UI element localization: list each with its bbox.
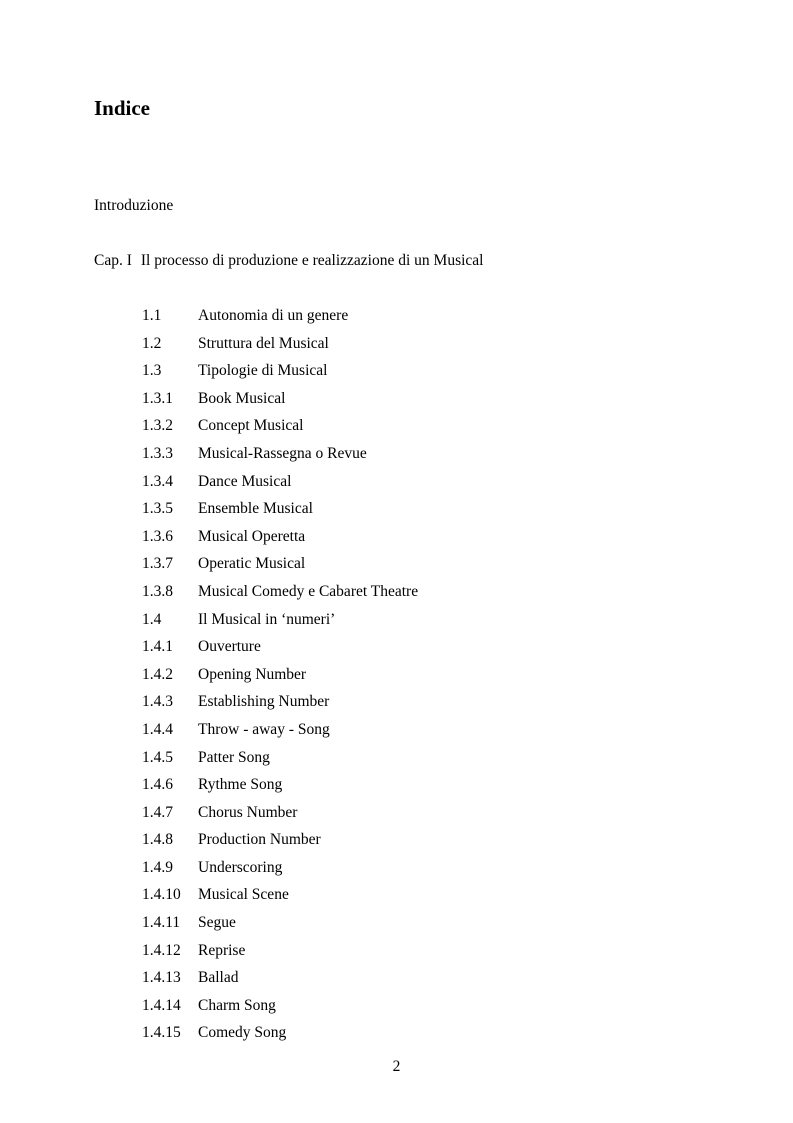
- toc-entry-number: 1.3: [142, 362, 162, 380]
- toc-entry: [142, 829, 418, 857]
- toc-entry-number: 1.3.7: [142, 555, 173, 573]
- toc-entry: [142, 443, 418, 471]
- toc-chapter-heading: [94, 251, 484, 271]
- toc-entry-number: 1.3.1: [142, 389, 173, 407]
- toc-entry: [142, 636, 418, 664]
- toc-entry-number: 1.4.1: [142, 638, 173, 656]
- toc-entry-number: 1.3.3: [142, 444, 173, 462]
- toc-entry-title: Chorus Number: [198, 803, 298, 821]
- toc-entry-number: 1.4.5: [142, 748, 173, 766]
- toc-entry-title: Dance Musical: [198, 472, 292, 490]
- toc-entry: [142, 857, 418, 885]
- toc-entry-title: Autonomia di un genere: [198, 307, 349, 324]
- toc-entry-number: 1.4.9: [142, 858, 173, 876]
- toc-entry-number: 1.4.10: [142, 886, 181, 904]
- toc-entry-number: 1.1: [142, 307, 162, 324]
- chapter-label: Cap. I: [94, 252, 132, 269]
- toc-entry-number: 1.3.4: [142, 472, 173, 490]
- page-number: 2: [392, 1058, 401, 1075]
- toc-entry-title: Establishing Number: [198, 693, 330, 711]
- toc-entry-number: 1.3.6: [142, 527, 173, 545]
- toc-entry: [142, 664, 418, 692]
- toc-entry-number: 1.4.11: [142, 914, 181, 932]
- toc-entry-title: Book Musical: [198, 389, 286, 407]
- toc-entry-title: Concept Musical: [198, 417, 304, 435]
- toc-entry: [142, 719, 418, 747]
- toc-entry-number: 1.4.13: [142, 969, 181, 987]
- toc-entry-title: Rythme Song: [198, 776, 283, 794]
- toc-entry-title: Musical Operetta: [198, 527, 306, 545]
- toc-entry-title: Patter Song: [198, 748, 270, 766]
- toc-entry: [142, 802, 418, 830]
- toc-entry: [142, 1022, 418, 1050]
- toc-entry: [142, 388, 418, 416]
- toc-entry-number: 1.4.2: [142, 665, 173, 683]
- toc-entry: [142, 884, 418, 912]
- toc-entry-title: Tipologie di Musical: [198, 362, 328, 380]
- toc-entry-title: Ballad: [198, 969, 239, 987]
- toc-entry: [142, 360, 418, 388]
- toc-entry: [142, 940, 418, 968]
- toc-entry: [142, 609, 418, 637]
- toc-entry-title: Underscoring: [198, 858, 283, 876]
- toc-entry: [142, 498, 418, 526]
- toc-entry-title: Charm Song: [198, 996, 276, 1014]
- toc-entry-title: Opening Number: [198, 665, 307, 683]
- toc-entry-number: 1.4: [142, 610, 162, 628]
- toc-introduction: Introduzione: [94, 197, 174, 214]
- toc-entry-title: Musical Scene: [198, 886, 289, 904]
- toc-entry-title: Musical-Rassegna o Revue: [198, 444, 367, 462]
- toc-entry: [142, 415, 418, 443]
- toc-entry-number: 1.4.6: [142, 776, 173, 794]
- toc-entry: [142, 691, 418, 719]
- toc-entry-number: 1.4.15: [142, 1024, 181, 1042]
- toc-entry-number: 1.3.2: [142, 417, 173, 435]
- toc-entry-number: 1.4.12: [142, 941, 181, 959]
- page-title: Indice: [94, 96, 151, 120]
- toc-entry: [142, 995, 418, 1023]
- toc-entry: [142, 553, 418, 581]
- toc-entry: [142, 471, 418, 499]
- toc-entry: [142, 581, 418, 609]
- toc-entry: [142, 526, 418, 554]
- toc-entry-title: Operatic Musical: [198, 555, 306, 573]
- toc-entry: [142, 912, 418, 940]
- toc-entry-number: 1.4.4: [142, 720, 173, 738]
- toc-entry: [142, 333, 418, 361]
- toc-entry-title: Production Number: [198, 831, 321, 849]
- toc-entry: [142, 774, 418, 802]
- toc-entry-title: Ouverture: [198, 638, 261, 656]
- toc-entry-title: Reprise: [198, 941, 246, 959]
- toc-entry-number: 1.4.14: [142, 996, 181, 1014]
- toc-entry-number: 1.3.5: [142, 500, 173, 518]
- toc-entry-number: 1.3.8: [142, 582, 173, 600]
- toc-entry-number: 1.2: [142, 334, 162, 352]
- toc-entry: [142, 305, 418, 333]
- toc-list: [142, 305, 418, 1050]
- toc-entry: [142, 967, 418, 995]
- toc-entry-title: Ensemble Musical: [198, 500, 313, 518]
- toc-entry-title: Il Musical in ‘numeri’: [198, 610, 336, 628]
- chapter-title: Il processo di produzione e realizzazione di un Musical: [140, 252, 484, 269]
- toc-entry-title: Struttura del Musical: [198, 334, 329, 352]
- toc-entry-title: Segue: [198, 914, 236, 932]
- toc-entry-title: Musical Comedy e Cabaret Theatre: [198, 582, 419, 600]
- toc-entry-number: 1.4.8: [142, 831, 173, 849]
- toc-entry-title: Throw - away - Song: [198, 720, 330, 738]
- toc-entry-number: 1.4.3: [142, 693, 173, 711]
- toc-entry-number: 1.4.7: [142, 803, 173, 821]
- toc-entry: [142, 747, 418, 775]
- toc-entry-title: Comedy Song: [198, 1024, 287, 1042]
